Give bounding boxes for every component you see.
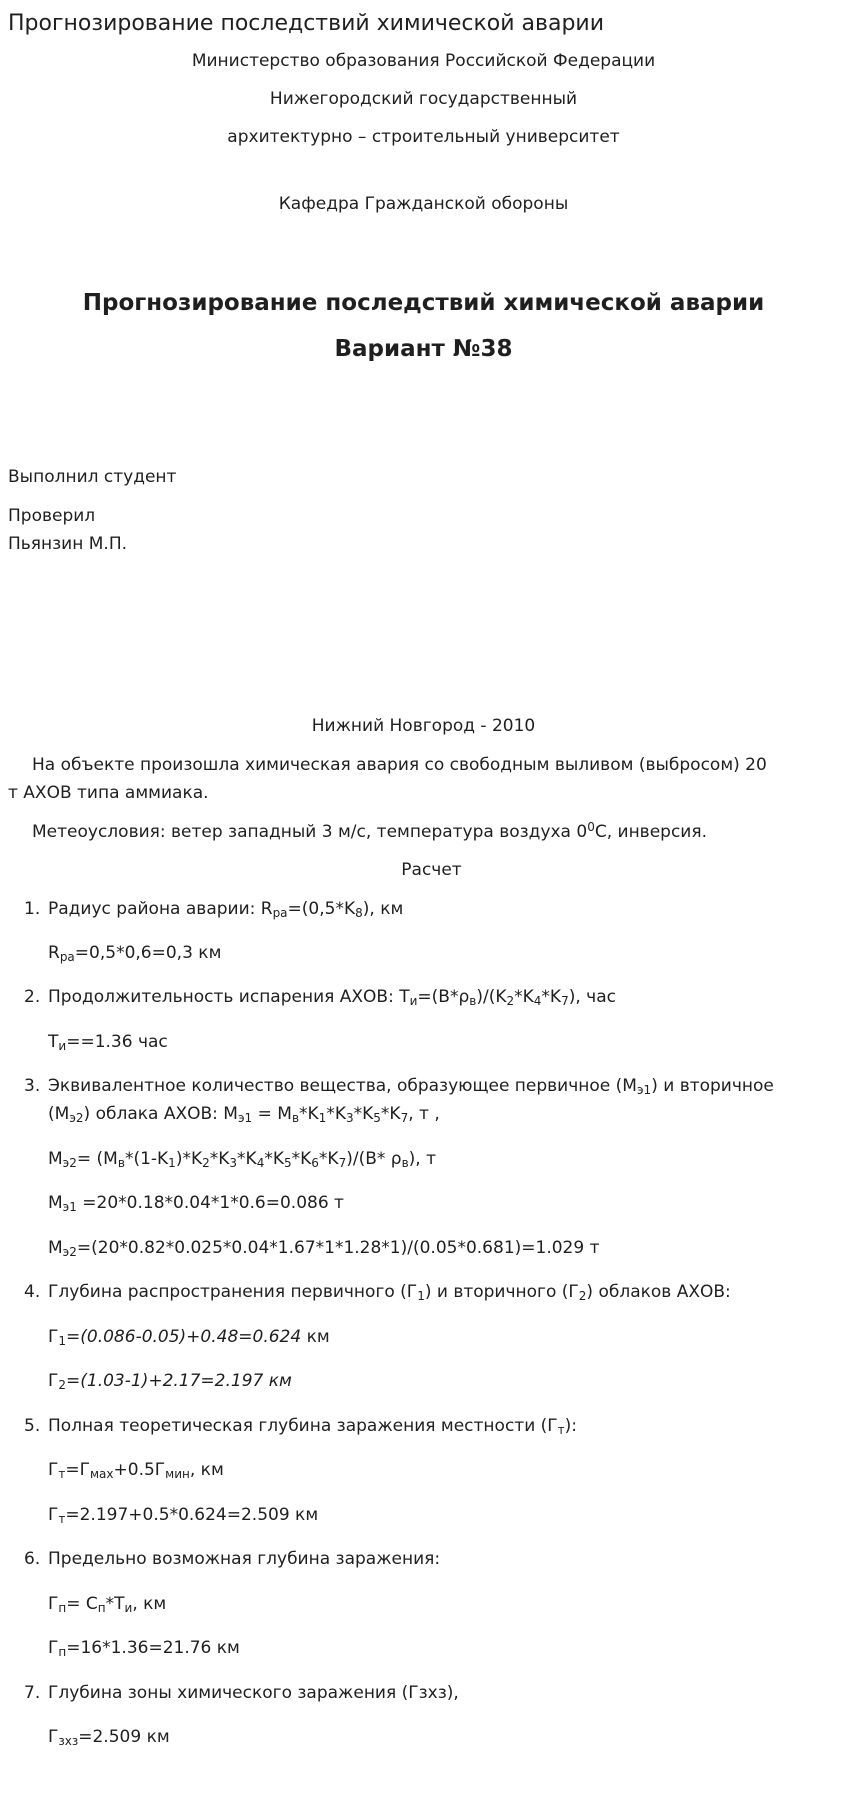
step-2-result: $T_и==1.36$ час <box>48 1032 168 1053</box>
step-7-result: $Г_{зхз}=2.509$ км <box>48 1727 170 1748</box>
step-5-result: $Г_т=2.197+0.5*0.624=2.509$ км <box>48 1505 319 1526</box>
step-3-result-2: $M_{э2}=(20*0.82*0.025*0.04*1.67*1*1.28*1)/(0.05*0.681)=1.029$ т <box>48 1238 600 1259</box>
intro-line-2: т АХОВ типа аммиака. <box>8 783 209 803</box>
step-1-result: $R_{ра}=0,5*0,6=0,3$ км <box>48 943 222 964</box>
step-2: 2. Продолжительность испарения АХОВ: $T_и=(B*\rho_в)/(K_2*K_4*K_7)$, час <box>24 987 616 1008</box>
step-3: 3. Эквивалентное количество вещества, образующее первичное $(M_{э1})$ и вторичное <box>24 1076 774 1097</box>
main-title: Прогнозирование последствий химической аварии <box>82 290 765 316</box>
variant-title: Вариант №38 <box>334 336 513 362</box>
step-3-line-2: $(M_{э2})$ облака АХОВ: $M_{э1} = M_в*K_1*K_3*K_5*K_7$, т , <box>48 1104 440 1125</box>
step-4: 4. Глубина распространения первичного $(Г_1)$ и вторичного $(Г_2)$ облаков АХОВ: <box>24 1282 731 1303</box>
step-number: 4. <box>24 1282 41 1302</box>
checker-name: Пьянзин М.П. <box>8 534 128 554</box>
checked-by-label: Проверил <box>8 506 96 526</box>
intro-line-1: На объекте произошла химическая авария со свободным выливом (выбросом) 20 <box>32 755 767 775</box>
step-6-result: $Г_п=16*1.36=21.76$ км <box>48 1638 240 1659</box>
step-4-result-1: $Г_1=(0.086-0.05)+0.48=0.624$ км <box>48 1327 330 1348</box>
step-5-formula: $Г_т=Г_{мах}+0.5Г_{мин}$, км <box>48 1460 224 1481</box>
step-7: 7. Глубина зоны химического заражения (Гзхз), <box>24 1683 459 1703</box>
step-6: 6. Предельно возможная глубина заражения: <box>24 1549 441 1569</box>
meteo-degree: 0 <box>587 820 595 834</box>
meteo-text-b: С, инверсия. <box>594 822 707 842</box>
step-6-formula: $Г_п= C_п*T_и$, км <box>48 1594 167 1615</box>
calc-heading: Расчет <box>401 860 462 880</box>
step-number: 5. <box>24 1416 41 1436</box>
university-line-2: архитектурно – строительный университет <box>227 127 620 147</box>
step-3-result-1: $M_{э1} =20*0.18*0.04*1*0.6=0.086$ т <box>48 1193 344 1214</box>
department-line: Кафедра Гражданской обороны <box>278 194 569 214</box>
ministry-line: Министерство образования Российской Федерации <box>191 51 656 71</box>
meteo-paragraph <box>32 821 847 844</box>
step-number: 1. <box>24 899 41 919</box>
performed-by-label: Выполнил студент <box>8 467 177 487</box>
document-title: Прогнозирование последствий химической аварии <box>8 11 605 36</box>
step-1: 1. Радиус района аварии: $R_{ра}=(0,5*K_8)$, км <box>24 899 404 920</box>
university-line-1: Нижегородский государственный <box>269 89 578 109</box>
step-number: 6. <box>24 1549 41 1569</box>
city-year: Нижний Новгород - 2010 <box>311 716 536 736</box>
meteo-text-a: Метеоусловия: ветер западный 3 м/с, температура воздуха 0 <box>32 822 588 842</box>
step-number: 2. <box>24 987 41 1007</box>
step-number: 3. <box>24 1076 41 1096</box>
step-3-formula-2: $M_{э2}= (M_в*(1-K_1)*K_2*K_3*K_4*K_5*K_6*K_7)/(B*$ $\rho_в$), т <box>48 1149 436 1170</box>
step-number: 7. <box>24 1683 41 1703</box>
step-4-result-2: $Г_2=(1.03-1)+2.17=2.197$ км <box>48 1371 292 1392</box>
step-5: 5. Полная теоретическая глубина заражения местности $(Г_т)$: <box>24 1416 578 1437</box>
intro-paragraph <box>8 754 838 777</box>
